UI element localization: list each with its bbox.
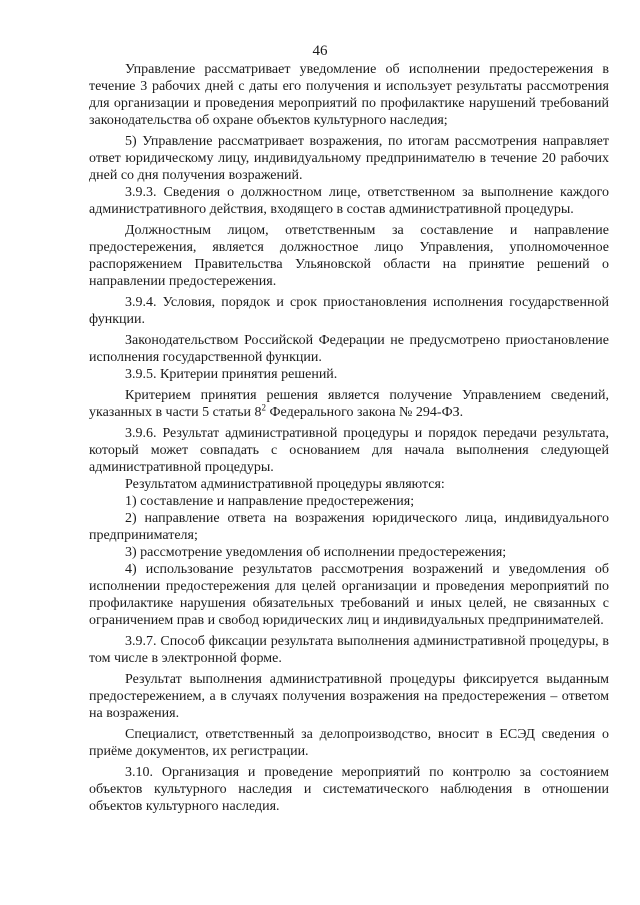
paragraph-3-9-3: 3.9.3. Сведения о должностном лице, ответственном за выполнение каждого административного действия, входящего в состав административной процедуры. bbox=[89, 185, 609, 217]
paragraph-responsible-official: Должностным лицом, ответственным за составление и направление предостережения, является должностное лицо Управления, уполномоченное распоряжением Правительства Ульяновской области на принятие решений о направлении предостережения. bbox=[89, 223, 609, 289]
paragraph-3-9-7: 3.9.7. Способ фиксации результата выполнения административной процедуры, в том числе в электронной форме. bbox=[89, 634, 609, 666]
list-item-2: 2) направление ответа на возражения юридического лица, индивидуального предпринимателя; bbox=[89, 511, 609, 543]
criterion-text: Критерием принятия решения является получение Управлением сведений, указанных в части 5 статьи 8 bbox=[89, 388, 609, 420]
paragraph-3-10: 3.10. Организация и проведение мероприятий по контролю за состоянием объектов культурного наследия и систематического наблюдения в отношении объектов культурного наследия. bbox=[89, 765, 609, 814]
list-item-1: 1) составление и направление предостережения; bbox=[125, 494, 415, 509]
paragraph-3-9-5: 3.9.5. Критерии принятия решений. bbox=[125, 367, 338, 382]
paragraph-esed-registration: Специалист, ответственный за делопроизводство, вносит в ЕСЭД сведения о приёме документов, их регистрации. bbox=[89, 727, 609, 759]
paragraph-3-9-4: 3.9.4. Условия, порядок и срок приостановления исполнения государственной функции. bbox=[89, 295, 609, 327]
paragraph-decision-criterion bbox=[89, 387, 609, 421]
list-item-4: 4) использование результатов рассмотрения возражений и уведомления об исполнении предостережения для целей организации и проведения мероприятий по профилактике нарушения обязательных требований и иных целей, не связанных с ограничением прав и свобод юридических лиц и индивидуальных предпринимателей. bbox=[89, 562, 609, 628]
list-item-3: 3) рассмотрение уведомления об исполнении предостережения; bbox=[125, 545, 507, 560]
paragraph-3-9-6: 3.9.6. Результат административной процедуры и порядок передачи результата, который может совпадать с основанием для начала выполнения следующей административной процедуры. bbox=[89, 426, 609, 475]
page-number: 46 bbox=[312, 43, 328, 59]
criterion-superscript: 2 bbox=[261, 402, 266, 413]
paragraph-notification-review: Управление рассматривает уведомление об исполнении предостережения в течение 3 рабочих дней с даты его получения и использует результаты рассмотрения для организации и проведения мероприятий по профилактике нарушений требований законодательства об охране объектов культурного наследия; bbox=[89, 62, 609, 128]
paragraph-result-fixation: Результат выполнения административной процедуры фиксируется выданным предостережением, а в случаях получения возражения на предостережения – ответом на возражения. bbox=[89, 672, 609, 721]
document-body bbox=[89, 61, 609, 815]
paragraph-results-intro: Результатом административной процедуры являются: bbox=[125, 477, 445, 492]
criterion-tail: Федерального закона № 294-ФЗ. bbox=[265, 405, 464, 420]
paragraph-objections-review: 5) Управление рассматривает возражения, по итогам рассмотрения направляет ответ юридическому лицу, индивидуальному предпринимателю в течение 20 рабочих дней со дня получения возражений. bbox=[89, 134, 609, 183]
paragraph-no-suspension: Законодательством Российской Федерации не предусмотрено приостановление исполнения государственной функции. bbox=[89, 333, 609, 365]
